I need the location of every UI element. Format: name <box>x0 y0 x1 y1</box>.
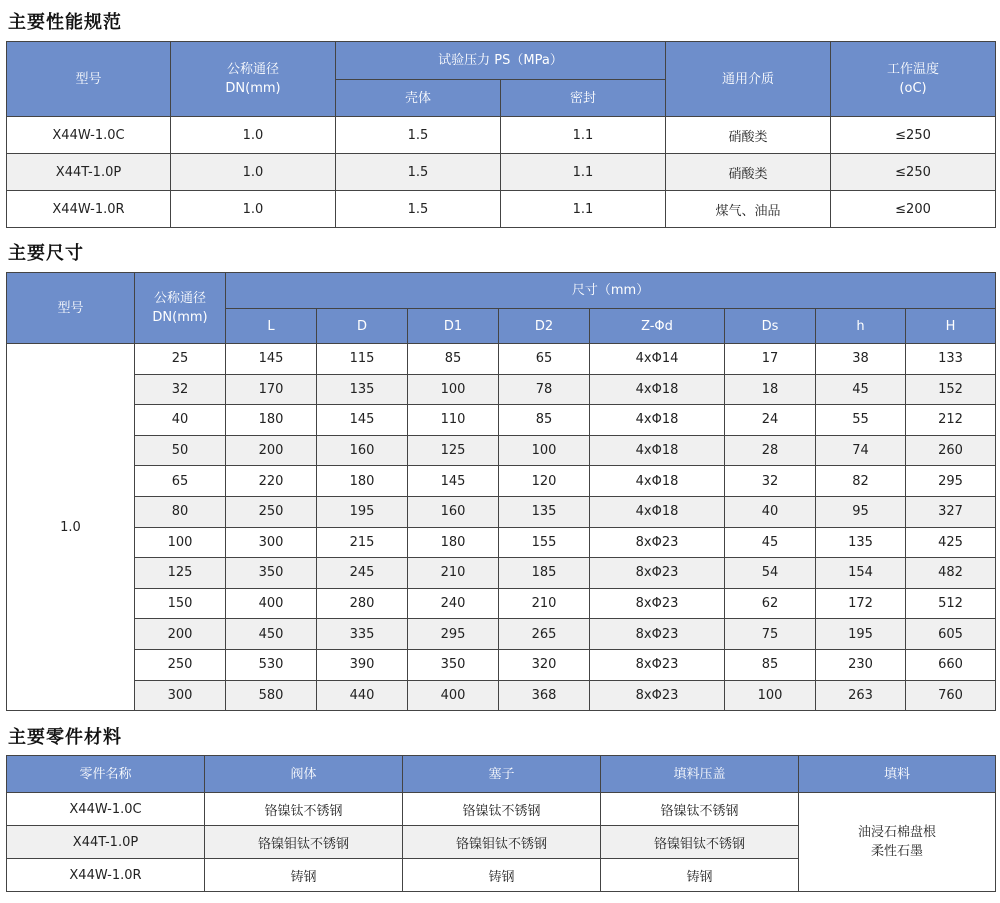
table-cell: 135 <box>816 527 906 558</box>
dim-header-dn <box>135 273 226 344</box>
table-cell: 215 <box>317 527 408 558</box>
table-cell: 115 <box>317 344 408 375</box>
table-cell: 200 <box>226 435 317 466</box>
table-cell: 125 <box>135 558 226 589</box>
table-cell: 350 <box>408 649 499 680</box>
table-cell: 80 <box>135 496 226 527</box>
header-medium: 通用介质 <box>666 42 831 117</box>
materials-header-4: 填料 <box>799 756 996 793</box>
table-cell: 400 <box>226 588 317 619</box>
table-cell: 铬镍钛不锈钢 <box>205 793 403 826</box>
table-row <box>7 588 996 619</box>
table-cell: 32 <box>725 466 816 497</box>
table-cell: 210 <box>499 588 590 619</box>
table-cell: 45 <box>725 527 816 558</box>
table-cell: 1.5 <box>336 191 501 228</box>
table-cell: 660 <box>906 649 996 680</box>
dim-header-size: 尺寸（mm） <box>226 273 996 309</box>
table-cell: 8xΦ23 <box>590 588 725 619</box>
table-cell: 450 <box>226 619 317 650</box>
table-cell: 512 <box>906 588 996 619</box>
table-cell: 400 <box>408 680 499 711</box>
table-row <box>7 649 996 680</box>
table-row <box>7 117 996 154</box>
table-row <box>7 154 996 191</box>
dim-subheader-7: H <box>906 309 996 344</box>
table-cell: 760 <box>906 680 996 711</box>
table-cell: 172 <box>816 588 906 619</box>
section-title-performance: 主要性能规范 <box>8 12 122 33</box>
table-cell: 4xΦ14 <box>590 344 725 375</box>
table-cell: 152 <box>906 374 996 405</box>
dim-subheader-2: D1 <box>408 309 499 344</box>
table-cell: 440 <box>317 680 408 711</box>
table-row <box>7 191 996 228</box>
performance-table <box>6 41 996 228</box>
table-cell: 4xΦ18 <box>590 374 725 405</box>
table-cell: 135 <box>499 496 590 527</box>
packing-cell <box>799 793 996 892</box>
dim-header-dn-line1: 公称通径 <box>153 291 206 306</box>
header-dn-line2: DN(mm) <box>225 81 281 96</box>
table-cell: 195 <box>317 496 408 527</box>
dim-subheader-4: Z-Φd <box>590 309 725 344</box>
table-cell: 25 <box>135 344 226 375</box>
table-cell: 265 <box>499 619 590 650</box>
table-cell: 580 <box>226 680 317 711</box>
table-cell: 295 <box>906 466 996 497</box>
materials-header-2: 塞子 <box>403 756 601 793</box>
table-cell: 铸钢 <box>205 859 403 892</box>
header-seal: 密封 <box>501 80 666 117</box>
table-cell: 24 <box>725 405 816 436</box>
dim-subheader-6: h <box>816 309 906 344</box>
dim-subheader-1: D <box>317 309 408 344</box>
table-cell: 1.5 <box>336 117 501 154</box>
dim-subheader-0: L <box>226 309 317 344</box>
table-row <box>7 405 996 436</box>
packing-line2: 柔性石墨 <box>870 844 923 859</box>
table-cell: 74 <box>816 435 906 466</box>
table-cell: 250 <box>135 649 226 680</box>
table-cell: 260 <box>906 435 996 466</box>
dim-subheader-3: D2 <box>499 309 590 344</box>
table-row <box>7 374 996 405</box>
table-row <box>7 496 996 527</box>
table-cell: 250 <box>226 496 317 527</box>
table-cell: 150 <box>135 588 226 619</box>
table-row <box>7 619 996 650</box>
table-cell: 1.0 <box>171 191 336 228</box>
section-title-dimensions: 主要尺寸 <box>8 243 84 264</box>
table-cell: 8xΦ23 <box>590 558 725 589</box>
table-cell: 1.5 <box>336 154 501 191</box>
table-row <box>7 344 996 375</box>
header-shell: 壳体 <box>336 80 501 117</box>
table-cell: 100 <box>408 374 499 405</box>
table-cell: 160 <box>317 435 408 466</box>
table-cell: 212 <box>906 405 996 436</box>
table-cell: X44T-1.0P <box>7 826 205 859</box>
table-cell: ≤200 <box>831 191 996 228</box>
materials-header-row <box>7 756 996 793</box>
table-cell: 40 <box>135 405 226 436</box>
table-cell: 65 <box>499 344 590 375</box>
table-cell: 300 <box>135 680 226 711</box>
table-cell: 38 <box>816 344 906 375</box>
table-cell: 155 <box>499 527 590 558</box>
table-cell: 145 <box>317 405 408 436</box>
table-cell: 55 <box>816 405 906 436</box>
section-title-materials: 主要零件材料 <box>8 727 122 748</box>
materials-header-0: 零件名称 <box>7 756 205 793</box>
table-cell: 4xΦ18 <box>590 435 725 466</box>
table-cell: X44T-1.0P <box>7 154 171 191</box>
table-cell: 54 <box>725 558 816 589</box>
table-cell: 350 <box>226 558 317 589</box>
table-cell: 133 <box>906 344 996 375</box>
performance-body <box>7 117 996 228</box>
table-cell: 1.1 <box>501 154 666 191</box>
table-cell: 530 <box>226 649 317 680</box>
table-cell: 32 <box>135 374 226 405</box>
table-cell: 145 <box>408 466 499 497</box>
table-cell: 185 <box>499 558 590 589</box>
table-cell: 1.1 <box>501 191 666 228</box>
table-cell: X44W-1.0R <box>7 859 205 892</box>
dim-model-cell: 1.0 <box>7 344 135 711</box>
table-cell: 135 <box>317 374 408 405</box>
table-cell: ≤250 <box>831 154 996 191</box>
table-cell: 铬镍钼钛不锈钢 <box>601 826 799 859</box>
header-temp <box>831 42 996 117</box>
table-cell: 85 <box>499 405 590 436</box>
table-cell: 100 <box>135 527 226 558</box>
table-cell: 硝酸类 <box>666 154 831 191</box>
header-temp-line1: 工作温度 <box>887 62 940 77</box>
table-cell: 1.0 <box>171 117 336 154</box>
table-cell: 8xΦ23 <box>590 619 725 650</box>
table-cell: 335 <box>317 619 408 650</box>
table-cell: 245 <box>317 558 408 589</box>
table-cell: 82 <box>816 466 906 497</box>
table-cell: 8xΦ23 <box>590 527 725 558</box>
table-cell: 180 <box>317 466 408 497</box>
table-cell: 硝酸类 <box>666 117 831 154</box>
header-dn <box>171 42 336 117</box>
table-cell: 50 <box>135 435 226 466</box>
table-cell: 100 <box>499 435 590 466</box>
table-cell: 1.0 <box>171 154 336 191</box>
header-dn-line1: 公称通径 <box>226 62 279 77</box>
table-cell: 100 <box>725 680 816 711</box>
dim-header-model: 型号 <box>7 273 135 344</box>
table-cell: 75 <box>725 619 816 650</box>
table-cell: 320 <box>499 649 590 680</box>
table-cell: 铬镍钼钛不锈钢 <box>205 826 403 859</box>
table-row <box>7 466 996 497</box>
table-cell: 4xΦ18 <box>590 466 725 497</box>
table-cell: 327 <box>906 496 996 527</box>
table-cell: 8xΦ23 <box>590 649 725 680</box>
table-cell: 铬镍钼钛不锈钢 <box>403 826 601 859</box>
table-cell: 煤气、油品 <box>666 191 831 228</box>
table-cell: 45 <box>816 374 906 405</box>
table-cell: 145 <box>226 344 317 375</box>
materials-body <box>7 793 996 892</box>
table-cell: 368 <box>499 680 590 711</box>
table-cell: 230 <box>816 649 906 680</box>
table-cell: 85 <box>725 649 816 680</box>
table-row <box>7 680 996 711</box>
table-cell: 160 <box>408 496 499 527</box>
table-cell: 154 <box>816 558 906 589</box>
table-cell: 390 <box>317 649 408 680</box>
table-cell: 铸钢 <box>403 859 601 892</box>
table-cell: 110 <box>408 405 499 436</box>
table-cell: 4xΦ18 <box>590 496 725 527</box>
table-cell: 210 <box>408 558 499 589</box>
table-row <box>7 793 996 826</box>
table-cell: 240 <box>408 588 499 619</box>
table-cell: 40 <box>725 496 816 527</box>
table-row <box>7 435 996 466</box>
materials-table <box>6 755 996 892</box>
table-cell: 482 <box>906 558 996 589</box>
table-cell: X44W-1.0C <box>7 117 171 154</box>
table-cell: 170 <box>226 374 317 405</box>
table-cell: 300 <box>226 527 317 558</box>
table-cell: 295 <box>408 619 499 650</box>
table-cell: 85 <box>408 344 499 375</box>
dimensions-table <box>6 272 996 711</box>
table-cell: 铬镍钛不锈钢 <box>601 793 799 826</box>
header-pressure: 试验压力 PS（MPa） <box>336 42 666 80</box>
table-cell: 28 <box>725 435 816 466</box>
table-cell: 4xΦ18 <box>590 405 725 436</box>
dim-subheader-5: Ds <box>725 309 816 344</box>
table-cell: 425 <box>906 527 996 558</box>
materials-header-3: 填料压盖 <box>601 756 799 793</box>
table-cell: 605 <box>906 619 996 650</box>
table-cell: 62 <box>725 588 816 619</box>
dimensions-body <box>7 344 996 711</box>
table-cell: 95 <box>816 496 906 527</box>
table-row <box>7 558 996 589</box>
table-cell: 200 <box>135 619 226 650</box>
table-cell: 120 <box>499 466 590 497</box>
table-cell: 18 <box>725 374 816 405</box>
table-cell: 280 <box>317 588 408 619</box>
materials-header-1: 阀体 <box>205 756 403 793</box>
table-cell: 180 <box>226 405 317 436</box>
table-cell: 78 <box>499 374 590 405</box>
table-cell: X44W-1.0R <box>7 191 171 228</box>
header-temp-line2: (oC) <box>899 81 927 96</box>
header-model: 型号 <box>7 42 171 117</box>
table-cell: 180 <box>408 527 499 558</box>
table-cell: 铬镍钛不锈钢 <box>403 793 601 826</box>
table-cell: ≤250 <box>831 117 996 154</box>
table-cell: 1.1 <box>501 117 666 154</box>
table-cell: 8xΦ23 <box>590 680 725 711</box>
table-row <box>7 527 996 558</box>
table-cell: 125 <box>408 435 499 466</box>
table-cell: 220 <box>226 466 317 497</box>
packing-line1: 油浸石棉盘根 <box>857 825 936 840</box>
table-cell: 铸钢 <box>601 859 799 892</box>
table-cell: 65 <box>135 466 226 497</box>
table-cell: 17 <box>725 344 816 375</box>
dim-header-dn-line2: DN(mm) <box>152 310 208 325</box>
table-cell: 195 <box>816 619 906 650</box>
table-cell: 263 <box>816 680 906 711</box>
table-cell: X44W-1.0C <box>7 793 205 826</box>
